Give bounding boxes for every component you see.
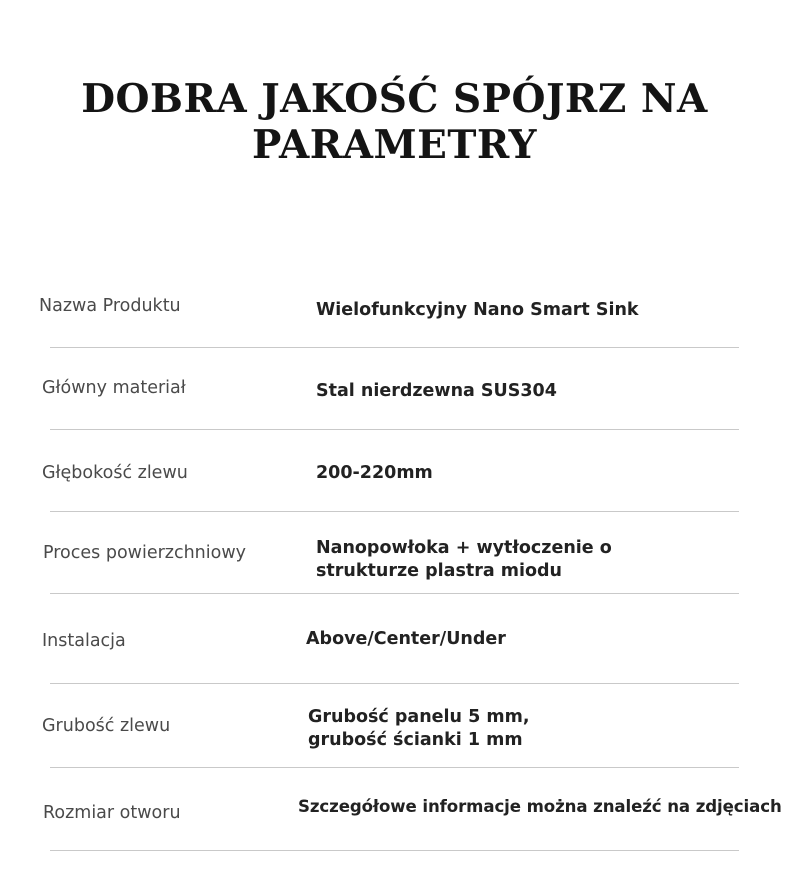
spec-value-hole-size: Szczegółowe informacje można znaleźć na zdjęciach (298, 797, 782, 816)
spec-label-main-material: Główny materiał (42, 378, 186, 398)
row-divider (50, 347, 739, 348)
spec-label-sink-depth: Głębokość zlewu (42, 463, 188, 483)
row-divider (50, 593, 739, 594)
spec-value-sink-thickness-line-2: grubość ścianki 1 mm (308, 730, 523, 750)
spec-value-product-name: Wielofunkcyjny Nano Smart Sink (316, 300, 639, 320)
page-title (0, 76, 789, 168)
row-divider (50, 511, 739, 512)
spec-value-surface-process-line-1: Nanopowłoka + wytłoczenie o (316, 538, 612, 558)
spec-value-sink-thickness-line-1: Grubość panelu 5 mm, (308, 707, 530, 727)
spec-value-installation: Above/Center/Under (306, 629, 506, 649)
spec-value-surface-process-line-2: strukturze plastra miodu (316, 561, 562, 581)
row-divider (50, 850, 739, 851)
row-divider (50, 683, 739, 684)
spec-value-sink-depth: 200-220mm (316, 463, 433, 483)
spec-label-product-name: Nazwa Produktu (39, 296, 181, 316)
spec-label-surface-process: Proces powierzchniowy (43, 543, 247, 563)
page-title-line-2: PARAMETRY (252, 122, 537, 168)
page-title-line-1: DOBRA JAKOŚĆ SPÓJRZ NA (81, 76, 708, 122)
spec-label-hole-size: Rozmiar otworu (43, 803, 181, 823)
spec-value-main-material: Stal nierdzewna SUS304 (316, 381, 557, 401)
spec-label-sink-thickness: Grubość zlewu (42, 716, 171, 736)
row-divider (50, 767, 739, 768)
row-divider (50, 429, 739, 430)
spec-label-installation: Instalacja (42, 631, 126, 651)
